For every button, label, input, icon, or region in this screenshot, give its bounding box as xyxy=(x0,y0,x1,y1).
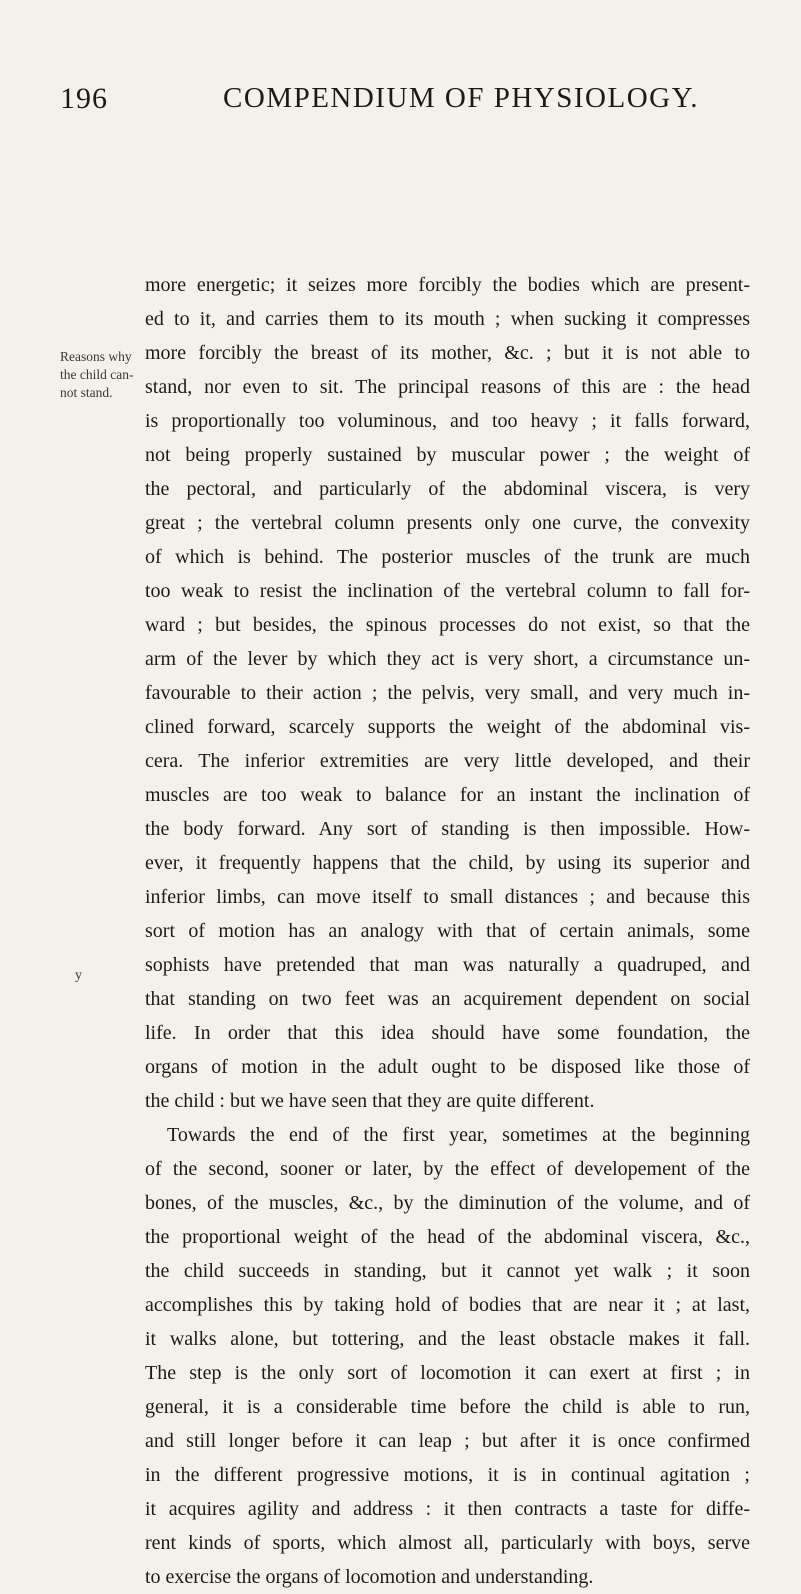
text-line: Towards the end of the first year, sometimes at the beginning xyxy=(167,1124,750,1146)
text-line: more energetic; it seizes more forcibly the bodies which are present- xyxy=(145,274,750,296)
margin-mark: y xyxy=(75,968,82,983)
text-line: the proportional weight of the head of the abdominal viscera, &c., xyxy=(145,1226,750,1248)
text-line: favourable to their action ; the pelvis, very small, and very much in- xyxy=(145,682,750,704)
text-line: muscles are too weak to balance for an instant the inclination of xyxy=(145,784,750,806)
page-number: 196 xyxy=(60,82,108,115)
text-line: the child succeeds in standing, but it cannot yet walk ; it soon xyxy=(145,1260,750,1282)
text-line: to exercise the organs of locomotion and understanding. xyxy=(145,1566,594,1588)
text-line: is proportionally too voluminous, and too heavy ; it falls forward, xyxy=(145,410,750,432)
margin-note-line: Reasons why xyxy=(60,349,132,364)
text-line: arm of the lever by which they act is very short, a circumstance un- xyxy=(145,648,750,670)
text-line: organs of motion in the adult ought to be disposed like those of xyxy=(145,1056,750,1078)
text-line: of the second, sooner or later, by the effect of developement of the xyxy=(145,1158,750,1180)
text-line: the child : but we have seen that they are quite different. xyxy=(145,1090,595,1112)
text-line: it walks alone, but tottering, and the least obstacle makes it fall. xyxy=(145,1328,750,1350)
body-text xyxy=(145,268,750,1594)
text-line: general, it is a considerable time before the child is able to run, xyxy=(145,1396,750,1418)
text-line: that standing on two feet was an acquirement dependent on social xyxy=(145,988,750,1010)
text-line: ed to it, and carries them to its mouth ; when sucking it compresses xyxy=(145,308,750,330)
text-line: The step is the only sort of locomotion it can exert at first ; in xyxy=(145,1362,750,1384)
text-line: life. In order that this idea should have some foundation, the xyxy=(145,1022,750,1044)
text-line: and still longer before it can leap ; but after it is once confirmed xyxy=(145,1430,750,1452)
margin-note-line: not stand. xyxy=(60,385,113,400)
text-line: the pectoral, and particularly of the abdominal viscera, is very xyxy=(145,478,750,500)
text-line: accomplishes this by taking hold of bodies that are near it ; at last, xyxy=(145,1294,750,1316)
text-line: great ; the vertebral column presents only one curve, the convexity xyxy=(145,512,750,534)
text-line: it acquires agility and address : it then contracts a taste for diffe- xyxy=(145,1498,750,1520)
text-line: ever, it frequently happens that the child, by using its superior and xyxy=(145,852,750,874)
text-line: inferior limbs, can move itself to small distances ; and because this xyxy=(145,886,750,908)
text-line: the body forward. Any sort of standing is then impossible. How- xyxy=(145,818,750,840)
text-line: cera. The inferior extremities are very little developed, and their xyxy=(145,750,750,772)
margin-note-line: the child can- xyxy=(60,367,134,382)
text-line: of which is behind. The posterior muscles of the trunk are much xyxy=(145,546,750,568)
text-line: more forcibly the breast of its mother, &c. ; but it is not able to xyxy=(145,342,750,364)
text-line: ward ; but besides, the spinous processes do not exist, so that the xyxy=(145,614,750,636)
running-head: COMPENDIUM OF PHYSIOLOGY. xyxy=(223,82,700,114)
text-line: not being properly sustained by muscular power ; the weight of xyxy=(145,444,750,466)
text-line: rent kinds of sports, which almost all, particularly with boys, serve xyxy=(145,1532,750,1554)
text-line: clined forward, scarcely supports the weight of the abdominal vis- xyxy=(145,716,750,738)
text-line: in the different progressive motions, it is in continual agitation ; xyxy=(145,1464,750,1486)
text-line: bones, of the muscles, &c., by the diminution of the volume, and of xyxy=(145,1192,750,1214)
text-line: stand, nor even to sit. The principal reasons of this are : the head xyxy=(145,376,750,398)
margin-note xyxy=(60,348,142,402)
text-line: too weak to resist the inclination of the vertebral column to fall for- xyxy=(145,580,750,602)
text-line: sophists have pretended that man was naturally a quadruped, and xyxy=(145,954,750,976)
text-line: sort of motion has an analogy with that of certain animals, some xyxy=(145,920,750,942)
